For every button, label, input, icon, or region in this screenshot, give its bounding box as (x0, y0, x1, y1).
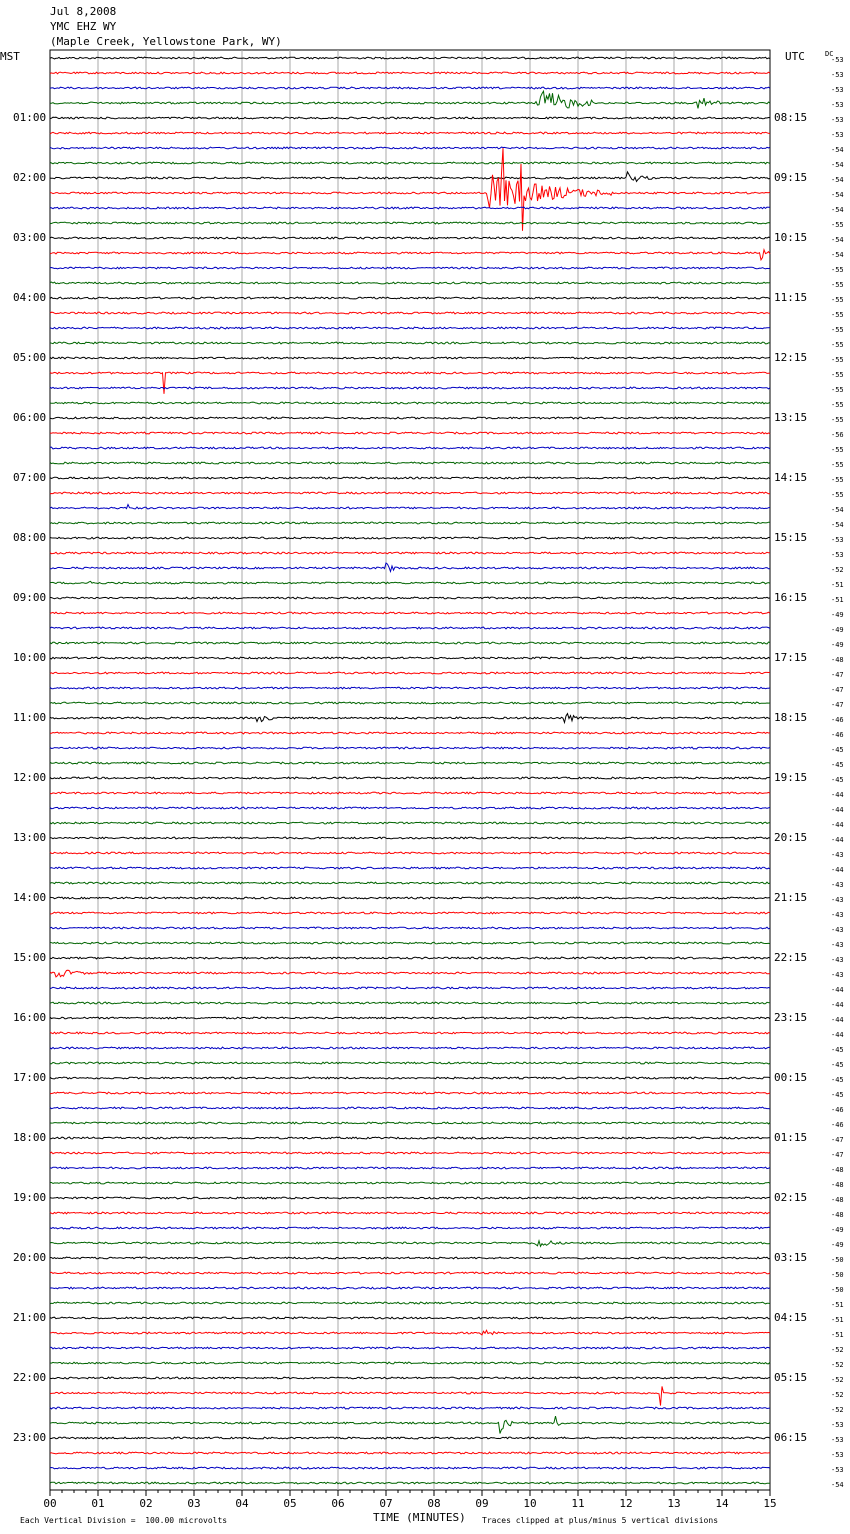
trace-line-68 (50, 1077, 770, 1079)
right-hour-label: 05:15 (774, 1371, 808, 1384)
x-tick-label-11: 11 (571, 1497, 585, 1510)
x-tick-label-9: 09 (475, 1497, 489, 1510)
trace-line-70 (50, 1107, 770, 1109)
trace-line-22 (50, 387, 770, 389)
right-hour-label: 04:15 (774, 1311, 808, 1324)
trace-line-11 (50, 222, 770, 224)
dc-offset-label: -55 (831, 266, 844, 274)
trace-line-29 (50, 492, 770, 494)
trace-line-64 (50, 1017, 770, 1019)
trace-line-57 (50, 912, 770, 914)
x-tick-label-0: 00 (43, 1497, 57, 1510)
trace-line-3 (50, 91, 770, 108)
dc-offset-label: -56 (831, 431, 844, 439)
trace-line-27 (50, 462, 770, 464)
trace-line-4 (50, 117, 770, 119)
dc-offset-label: -45 (831, 776, 844, 784)
trace-line-79 (50, 1241, 770, 1247)
trace-line-69 (50, 1092, 770, 1094)
trace-line-67 (50, 1062, 770, 1064)
dc-offset-label: -49 (831, 1241, 844, 1249)
dc-offset-label: -51 (831, 596, 844, 604)
dc-offset-label: -54 (831, 236, 844, 244)
trace-line-76 (50, 1197, 770, 1199)
dc-offset-label: -53 (831, 56, 844, 64)
trace-line-56 (50, 897, 770, 899)
trace-line-89 (50, 1386, 770, 1405)
dc-offset-label: -44 (831, 836, 844, 844)
dc-offset-label: -53 (831, 101, 844, 109)
left-hour-label: 17:00 (13, 1071, 47, 1084)
trace-line-55 (50, 882, 770, 884)
x-tick-label-14: 14 (715, 1497, 729, 1510)
dc-offset-label: -53 (831, 551, 844, 559)
trace-line-83 (50, 1302, 770, 1304)
trace-line-81 (50, 1272, 770, 1274)
right-hour-label: 17:15 (774, 651, 808, 664)
left-hour-label: 02:00 (13, 171, 47, 184)
trace-line-42 (50, 687, 770, 689)
dc-offset-label: -46 (831, 1121, 844, 1129)
dc-offset-label: -47 (831, 701, 844, 709)
dc-offset-label: -53 (831, 131, 844, 139)
trace-line-7 (50, 162, 770, 164)
dc-offset-label: -55 (831, 476, 844, 484)
trace-line-32 (50, 537, 770, 539)
dc-offset-label: -55 (831, 371, 844, 379)
dc-offset-label: -43 (831, 911, 844, 919)
dc-label: DC (825, 50, 834, 58)
dc-offset-label: -49 (831, 1226, 844, 1234)
plot-frame (50, 50, 770, 1490)
dc-offset-label: -44 (831, 821, 844, 829)
footer-scale-note: Each Vertical Division = 100.00 microvolts (20, 1516, 228, 1525)
left-hour-label: 05:00 (13, 351, 47, 364)
right-hour-label: 02:15 (774, 1191, 808, 1204)
left-hour-label: 03:00 (13, 231, 47, 244)
trace-line-93 (50, 1452, 770, 1454)
trace-line-34 (50, 563, 770, 572)
trace-line-50 (50, 807, 770, 809)
trace-line-92 (50, 1437, 770, 1439)
dc-offset-label: -44 (831, 986, 844, 994)
right-hour-label: 09:15 (774, 171, 808, 184)
trace-line-65 (50, 1032, 770, 1034)
dc-offset-label: -53 (831, 1466, 844, 1474)
x-tick-label-3: 03 (187, 1497, 201, 1510)
dc-offset-label: -44 (831, 866, 844, 874)
trace-line-78 (50, 1227, 770, 1229)
x-tick-label-1: 01 (91, 1497, 105, 1510)
dc-offset-label: -50 (831, 1271, 844, 1279)
dc-offset-label: -51 (831, 1331, 844, 1339)
trace-line-47 (50, 762, 770, 764)
dc-offset-label: -51 (831, 581, 844, 589)
dc-offset-label: -44 (831, 806, 844, 814)
dc-offset-label: -43 (831, 941, 844, 949)
dc-offset-label: -54 (831, 146, 844, 154)
trace-line-19 (50, 342, 770, 344)
left-hour-label: 12:00 (13, 771, 47, 784)
dc-offset-label: -55 (831, 461, 844, 469)
trace-line-30 (50, 505, 770, 509)
right-hour-label: 18:15 (774, 711, 808, 724)
trace-line-6 (50, 147, 770, 149)
left-hour-label: 19:00 (13, 1191, 47, 1204)
dc-offset-label: -55 (831, 491, 844, 499)
x-tick-label-12: 12 (619, 1497, 633, 1510)
dc-offset-label: -49 (831, 611, 844, 619)
x-tick-label-2: 02 (139, 1497, 153, 1510)
dc-offset-label: -52 (831, 1346, 844, 1354)
dc-offset-label: -47 (831, 671, 844, 679)
left-hour-label: 20:00 (13, 1251, 47, 1264)
dc-offset-label: -45 (831, 1061, 844, 1069)
dc-offset-label: -43 (831, 896, 844, 904)
dc-offset-label: -43 (831, 926, 844, 934)
dc-offset-label: -54 (831, 1481, 844, 1489)
dc-offset-label: -55 (831, 311, 844, 319)
trace-line-73 (50, 1152, 770, 1154)
dc-offset-label: -49 (831, 626, 844, 634)
dc-offset-label: -46 (831, 1106, 844, 1114)
left-hour-label: 04:00 (13, 291, 47, 304)
trace-line-88 (50, 1377, 770, 1379)
x-tick-label-4: 04 (235, 1497, 249, 1510)
x-tick-label-6: 06 (331, 1497, 345, 1510)
dc-offset-label: -55 (831, 281, 844, 289)
trace-line-15 (50, 282, 770, 284)
dc-offset-label: -55 (831, 356, 844, 364)
trace-line-36 (50, 597, 770, 599)
dc-offset-label: -43 (831, 956, 844, 964)
trace-line-38 (50, 627, 770, 629)
trace-line-18 (50, 327, 770, 329)
dc-offset-label: -51 (831, 1316, 844, 1324)
dc-offset-label: -46 (831, 731, 844, 739)
left-hour-label: 09:00 (13, 591, 47, 604)
trace-line-46 (50, 747, 770, 749)
left-hour-label: 23:00 (13, 1431, 47, 1444)
trace-line-51 (50, 822, 770, 824)
left-hour-label: 07:00 (13, 471, 47, 484)
left-hour-label: 11:00 (13, 711, 47, 724)
trace-line-84 (50, 1317, 770, 1319)
dc-offset-label: -43 (831, 971, 844, 979)
left-hour-label: 10:00 (13, 651, 47, 664)
left-hour-label: 21:00 (13, 1311, 47, 1324)
dc-offset-label: -46 (831, 716, 844, 724)
seismic-traces (50, 57, 770, 1484)
right-hour-label: 10:15 (774, 231, 808, 244)
trace-line-62 (50, 987, 770, 989)
trace-line-75 (50, 1182, 770, 1184)
dc-offset-label: -44 (831, 1031, 844, 1039)
x-tick-label-13: 13 (667, 1497, 681, 1510)
x-tick-label-8: 08 (427, 1497, 441, 1510)
trace-line-52 (50, 837, 770, 839)
trace-line-44 (50, 714, 770, 723)
dc-offset-label: -45 (831, 761, 844, 769)
right-hour-label: 15:15 (774, 531, 808, 544)
right-hour-label: 22:15 (774, 951, 808, 964)
dc-offset-label: -55 (831, 296, 844, 304)
dc-offset-label: -55 (831, 341, 844, 349)
right-hour-label: 16:15 (774, 591, 808, 604)
dc-offset-label: -52 (831, 566, 844, 574)
dc-offset-label: -52 (831, 1406, 844, 1414)
trace-line-43 (50, 702, 770, 704)
dc-offset-label: -48 (831, 1196, 844, 1204)
trace-line-94 (50, 1467, 770, 1469)
trace-line-0 (50, 57, 770, 59)
right-hour-label: 06:15 (774, 1431, 808, 1444)
trace-line-54 (50, 867, 770, 869)
dc-offset-label: -54 (831, 506, 844, 514)
dc-offset-label: -54 (831, 521, 844, 529)
dc-offset-label: -45 (831, 1076, 844, 1084)
right-timezone-label: UTC (785, 50, 805, 63)
left-hour-label: 13:00 (13, 831, 47, 844)
dc-offset-label: -48 (831, 1166, 844, 1174)
dc-offset-label: -45 (831, 1046, 844, 1054)
trace-line-21 (50, 372, 770, 394)
trace-line-77 (50, 1212, 770, 1214)
dc-offset-label: -47 (831, 1136, 844, 1144)
dc-offset-label: -54 (831, 206, 844, 214)
right-hour-label: 14:15 (774, 471, 808, 484)
dc-offset-label: -45 (831, 1091, 844, 1099)
dc-offset-label: -52 (831, 1391, 844, 1399)
trace-line-91 (50, 1416, 770, 1433)
right-hour-label: 21:15 (774, 891, 808, 904)
dc-offset-label: -47 (831, 1151, 844, 1159)
footer-clip-note: Traces clipped at plus/minus 5 vertical divisions (482, 1516, 719, 1525)
left-timezone-label: MST (0, 50, 20, 63)
trace-line-9 (50, 148, 770, 231)
right-hour-label: 11:15 (774, 291, 808, 304)
trace-line-39 (50, 642, 770, 644)
x-tick-label-10: 10 (523, 1497, 537, 1510)
trace-line-2 (50, 87, 770, 89)
trace-line-61 (50, 970, 770, 977)
dc-offset-label: -54 (831, 176, 844, 184)
dc-offset-label: -53 (831, 536, 844, 544)
trace-line-40 (50, 657, 770, 659)
dc-offset-label: -44 (831, 791, 844, 799)
x-axis-title: TIME (MINUTES) (373, 1511, 466, 1524)
dc-offset-label: -53 (831, 86, 844, 94)
right-hour-label: 23:15 (774, 1011, 808, 1024)
dc-offset-label: -50 (831, 1256, 844, 1264)
trace-line-24 (50, 417, 770, 419)
left-hour-label: 06:00 (13, 411, 47, 424)
dc-offset-label: -47 (831, 686, 844, 694)
trace-line-26 (50, 447, 770, 449)
trace-line-10 (50, 207, 770, 209)
right-hour-label: 19:15 (774, 771, 808, 784)
trace-line-41 (50, 672, 770, 674)
station-location: (Maple Creek, Yellowstone Park, WY) (50, 35, 282, 48)
station-code: YMC EHZ WY (50, 20, 117, 33)
dc-offset-label: -48 (831, 656, 844, 664)
trace-line-63 (50, 1002, 770, 1004)
trace-line-20 (50, 357, 770, 359)
trace-line-87 (50, 1362, 770, 1364)
trace-line-13 (50, 250, 770, 260)
right-hour-label: 13:15 (774, 411, 808, 424)
dc-offset-label: -48 (831, 1181, 844, 1189)
x-tick-label-7: 07 (379, 1497, 393, 1510)
dc-offset-label: -55 (831, 446, 844, 454)
trace-line-37 (50, 612, 770, 614)
right-hour-label: 00:15 (774, 1071, 808, 1084)
dc-offset-label: -53 (831, 116, 844, 124)
trace-line-59 (50, 942, 770, 944)
trace-line-16 (50, 297, 770, 299)
dc-offset-label: -48 (831, 1211, 844, 1219)
trace-line-58 (50, 927, 770, 929)
left-hour-label: 15:00 (13, 951, 47, 964)
trace-line-28 (50, 477, 770, 479)
dc-offset-label: -53 (831, 1436, 844, 1444)
trace-line-85 (50, 1330, 770, 1335)
trace-line-49 (50, 792, 770, 794)
trace-line-17 (50, 312, 770, 314)
trace-line-1 (50, 72, 770, 74)
trace-line-60 (50, 957, 770, 959)
left-hour-label: 08:00 (13, 531, 47, 544)
trace-line-86 (50, 1347, 770, 1349)
trace-line-95 (50, 1482, 770, 1484)
dc-offset-label: -43 (831, 851, 844, 859)
trace-line-72 (50, 1137, 770, 1139)
trace-line-71 (50, 1122, 770, 1124)
dc-offset-label: -54 (831, 161, 844, 169)
dc-offset-label: -52 (831, 1376, 844, 1384)
dc-offset-label: -45 (831, 746, 844, 754)
right-hour-label: 12:15 (774, 351, 808, 364)
dc-offset-label: -51 (831, 1301, 844, 1309)
dc-offset-label: -55 (831, 326, 844, 334)
dc-offset-label: -44 (831, 1001, 844, 1009)
dc-offset-label: -50 (831, 1286, 844, 1294)
trace-line-25 (50, 432, 770, 434)
time-gridlines (98, 50, 722, 1490)
right-hour-label: 20:15 (774, 831, 808, 844)
dc-offset-label: -53 (831, 71, 844, 79)
trace-line-74 (50, 1167, 770, 1169)
trace-line-8 (50, 172, 770, 182)
dc-offset-label: -43 (831, 881, 844, 889)
trace-line-80 (50, 1257, 770, 1259)
trace-line-90 (50, 1407, 770, 1409)
trace-line-45 (50, 732, 770, 734)
dc-offset-label: -44 (831, 1016, 844, 1024)
right-hour-label: 08:15 (774, 111, 808, 124)
left-hour-label: 01:00 (13, 111, 47, 124)
trace-line-48 (50, 777, 770, 779)
dc-offset-label: -55 (831, 386, 844, 394)
trace-line-12 (50, 237, 770, 239)
trace-line-14 (50, 267, 770, 269)
dc-offset-label: -54 (831, 191, 844, 199)
x-tick-label-15: 15 (763, 1497, 777, 1510)
dc-offset-label: -49 (831, 641, 844, 649)
left-hour-label: 14:00 (13, 891, 47, 904)
left-hour-label: 16:00 (13, 1011, 47, 1024)
left-hour-label: 22:00 (13, 1371, 47, 1384)
dc-offset-label: -53 (831, 1421, 844, 1429)
left-hour-label: 18:00 (13, 1131, 47, 1144)
dc-offset-label: -55 (831, 416, 844, 424)
dc-offset-label: -55 (831, 221, 844, 229)
trace-line-53 (50, 852, 770, 854)
right-hour-label: 01:15 (774, 1131, 808, 1144)
right-hour-label: 03:15 (774, 1251, 808, 1264)
x-tick-label-5: 05 (283, 1497, 297, 1510)
trace-line-35 (50, 581, 770, 584)
chart-date: Jul 8,2008 (50, 5, 117, 18)
trace-line-33 (50, 552, 770, 554)
x-axis (43, 1490, 776, 1510)
trace-line-31 (50, 522, 770, 524)
dc-offset-label: -54 (831, 251, 844, 259)
trace-line-5 (50, 132, 770, 134)
trace-line-66 (50, 1047, 770, 1049)
trace-line-23 (50, 402, 770, 404)
dc-offset-label: -53 (831, 1451, 844, 1459)
dc-offset-label: -55 (831, 401, 844, 409)
dc-offset-label: -52 (831, 1361, 844, 1369)
trace-line-82 (50, 1287, 770, 1289)
